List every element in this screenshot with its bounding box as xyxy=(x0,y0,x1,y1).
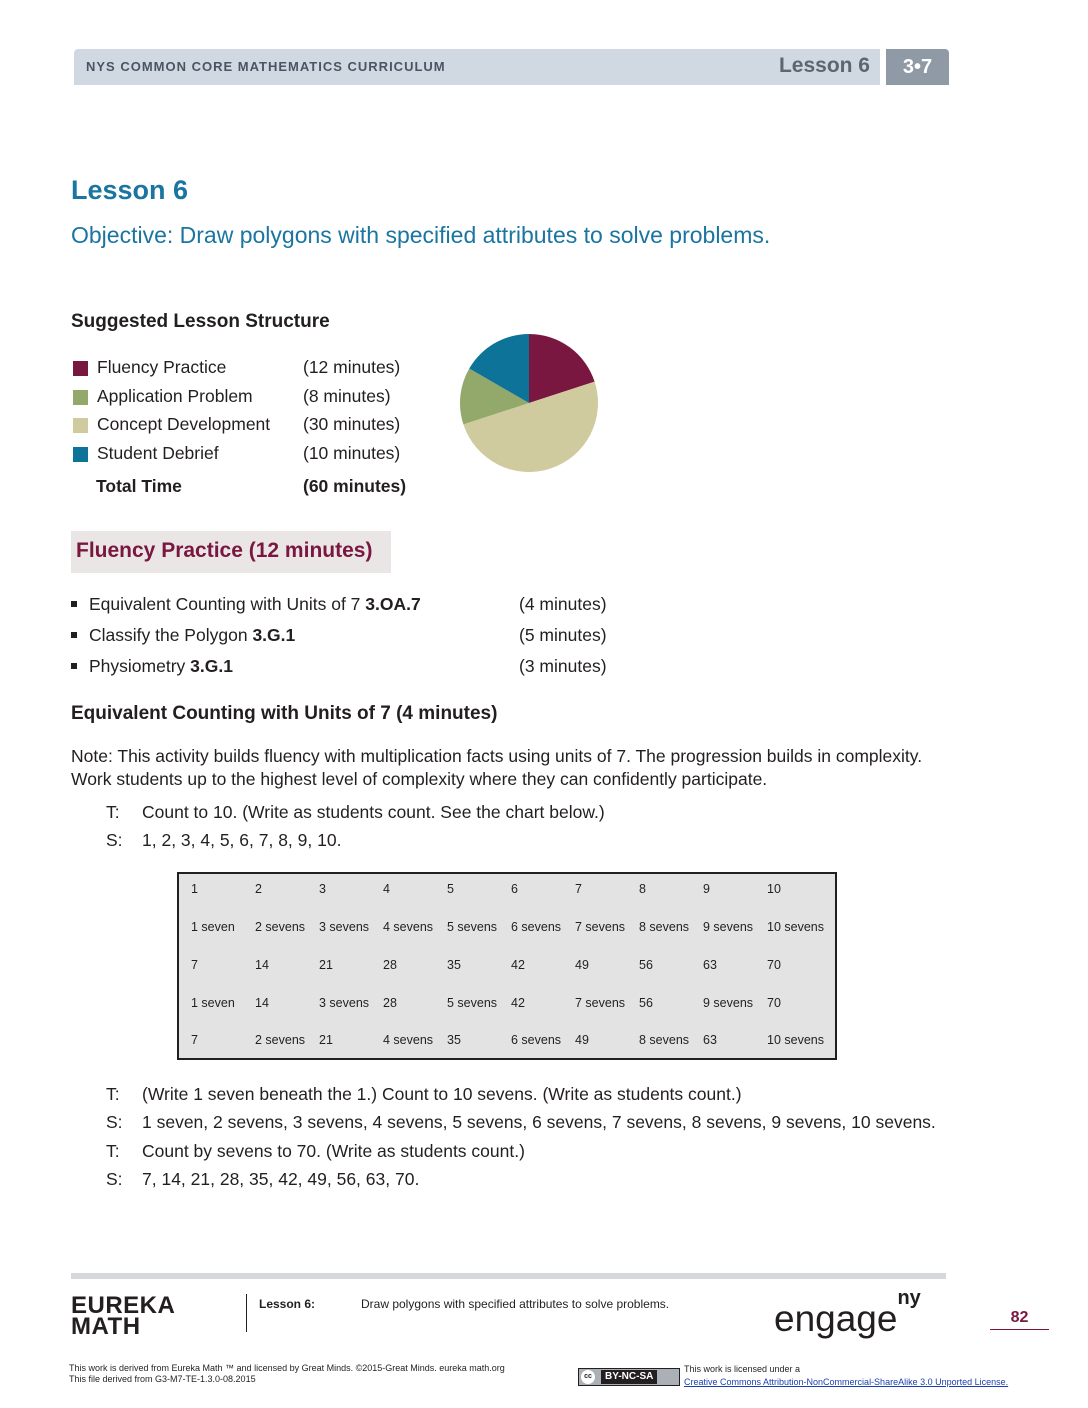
dialog-text: Count to 10. (Write as students count. See the chart below.) xyxy=(142,802,605,822)
license-intro: This work is licensed under a xyxy=(684,1364,801,1374)
dialog-speaker: T: xyxy=(106,1141,120,1161)
chart-cell: 1 xyxy=(191,882,198,896)
fluency-item xyxy=(71,593,631,624)
footer-lesson: Lesson 6: xyxy=(259,1297,316,1311)
header-bar xyxy=(74,49,880,85)
structure-item-minutes: (12 minutes) xyxy=(303,357,401,377)
chart-cell: 35 xyxy=(447,1033,461,1047)
structure-item xyxy=(73,412,433,441)
chart-cell: 21 xyxy=(319,958,333,972)
chart-cell: 6 xyxy=(511,882,518,896)
structure-item xyxy=(73,441,433,470)
chart-cell: 6 sevens xyxy=(511,920,562,934)
cc-license-badge[interactable] xyxy=(578,1368,680,1386)
cc-badge-text: BY-NC-SA xyxy=(601,1370,657,1384)
chart-cell: 8 xyxy=(639,882,646,896)
total-time-label: Total Time xyxy=(96,476,182,496)
footer-divider-bar xyxy=(71,1273,946,1279)
chart-cell: 14 xyxy=(255,958,269,972)
chart-cell: 1 seven xyxy=(191,920,235,934)
chart-cell: 2 sevens xyxy=(255,920,306,934)
fluency-item-standard: 3.G.1 xyxy=(190,656,233,676)
dialog-speaker: T: xyxy=(106,1084,120,1104)
lesson-structure-pie-chart xyxy=(459,333,599,473)
dialog-speaker: S: xyxy=(106,830,123,850)
fluency-list xyxy=(71,593,631,686)
fluency-item xyxy=(71,624,631,655)
file-notice: This file derived from G3-M7-TE-1.3.0-08.2015 xyxy=(69,1374,256,1384)
concept-color-square xyxy=(73,418,88,433)
fluency-item-standard: 3.OA.7 xyxy=(365,594,421,614)
fluency-item-standard: 3.G.1 xyxy=(252,625,296,645)
structure-item-minutes: (10 minutes) xyxy=(303,442,401,463)
structure-item-name: Fluency Practice xyxy=(97,357,227,377)
license-link[interactable]: Creative Commons Attribution-NonCommercial-ShareAlike 3.0 Unported License. xyxy=(684,1377,1009,1387)
derived-notice: This work is derived from Eureka Math ™ and licensed by Great Minds. ©2015-Great Minds. eureka math.org xyxy=(69,1363,505,1373)
counting-chart xyxy=(177,872,837,1060)
chart-cell: 5 sevens xyxy=(447,996,498,1010)
chart-cell: 14 xyxy=(255,996,269,1010)
structure-item-minutes: (30 minutes) xyxy=(303,414,401,434)
fluency-heading: Fluency Practice (12 minutes) xyxy=(76,539,373,562)
chart-cell: 4 xyxy=(383,882,390,896)
dialog-text: (Write 1 seven beneath the 1.) Count to 10 sevens. (Write as students count.) xyxy=(142,1084,742,1104)
dialog-text: 1 seven, 2 sevens, 3 sevens, 4 sevens, 5 sevens, 6 sevens, 7 sevens, 8 sevens, 9 sevens, 10 sevens. xyxy=(142,1112,936,1132)
chart-cell: 7 xyxy=(575,882,582,896)
engageny-logo xyxy=(774,1286,921,1340)
chart-cell: 9 sevens xyxy=(703,996,754,1010)
activity-note: Note: This activity builds fluency with multiplication facts using units of 7. The progression builds in complexity. Work students up to the highest level of complexity where they can confidently participate. xyxy=(71,746,923,789)
chart-cell: 9 sevens xyxy=(703,920,754,934)
footer-vertical-divider xyxy=(246,1294,247,1332)
chart-cell: 28 xyxy=(383,996,397,1010)
chart-cell: 28 xyxy=(383,958,397,972)
chart-cell: 2 sevens xyxy=(255,1033,306,1047)
application-color-square xyxy=(73,390,88,405)
dialog-text: Count by sevens to 70. (Write as students count.) xyxy=(142,1141,525,1161)
dialog-speaker: T: xyxy=(106,802,120,822)
objective: Objective: Draw polygons with specified attributes to solve problems. xyxy=(71,222,771,248)
structure-item-name: Student Debrief xyxy=(97,442,219,463)
chart-cell: 4 sevens xyxy=(383,920,434,934)
chart-cell: 7 sevens xyxy=(575,996,626,1010)
chart-cell: 49 xyxy=(575,1033,589,1047)
bullet-icon xyxy=(71,632,77,638)
structure-item xyxy=(73,384,433,413)
chart-cell: 56 xyxy=(639,958,653,972)
dialog-text: 7, 14, 21, 28, 35, 42, 49, 56, 63, 70. xyxy=(142,1169,420,1189)
fluency-item-minutes: (4 minutes) xyxy=(519,594,607,614)
chart-cell: 49 xyxy=(575,958,589,972)
chart-cell: 8 sevens xyxy=(639,1033,690,1047)
total-time-minutes: (60 minutes) xyxy=(303,476,407,496)
logo-line: MATH xyxy=(71,1313,141,1340)
chart-cell: 42 xyxy=(511,958,525,972)
chart-cell: 8 sevens xyxy=(639,920,690,934)
fluency-heading-box xyxy=(71,531,391,573)
dialog-text: 1, 2, 3, 4, 5, 6, 7, 8, 9, 10. xyxy=(142,830,342,850)
bullet-icon xyxy=(71,663,77,669)
chart-cell: 63 xyxy=(703,1033,717,1047)
footer-description: Draw polygons with specified attributes to solve problems. xyxy=(361,1297,670,1311)
structure-item-name: Application Problem xyxy=(97,385,253,406)
header-lesson: Lesson 6 xyxy=(778,54,870,77)
chart-cell: 3 sevens xyxy=(319,996,370,1010)
bullet-icon xyxy=(71,601,77,607)
engage-text: engage xyxy=(774,1298,898,1339)
dialog-speaker: S: xyxy=(106,1112,123,1132)
eureka-math-logo xyxy=(71,1292,176,1340)
fluency-item-name: Classify the Polygon xyxy=(89,625,248,645)
fluency-item-name: Equivalent Counting with Units of 7 xyxy=(89,594,361,614)
structure-list xyxy=(73,355,433,469)
chart-cell: 9 xyxy=(703,882,710,896)
grade-module-badge: 3•7 xyxy=(886,49,949,85)
chart-cell: 3 sevens xyxy=(319,920,370,934)
creative-commons-icon: cc xyxy=(581,1370,595,1384)
chart-cell: 10 sevens xyxy=(767,920,824,934)
chart-cell: 10 sevens xyxy=(767,1033,824,1047)
chart-cell: 1 seven xyxy=(191,996,235,1010)
fluency-color-square xyxy=(73,361,88,376)
chart-cell: 35 xyxy=(447,958,461,972)
chart-cell: 56 xyxy=(639,996,653,1010)
lesson-title: Lesson 6 xyxy=(71,175,189,205)
structure-title: Suggested Lesson Structure xyxy=(71,311,330,332)
structure-item xyxy=(73,355,433,384)
chart-cell: 7 xyxy=(191,958,198,972)
chart-cell: 21 xyxy=(319,1033,333,1047)
chart-cell: 70 xyxy=(767,996,781,1010)
logo-line: EUREKA xyxy=(71,1292,176,1319)
chart-cell: 3 xyxy=(319,882,326,896)
dialog-speaker: S: xyxy=(106,1169,123,1189)
fluency-item xyxy=(71,655,631,686)
chart-cell: 70 xyxy=(767,958,781,972)
chart-cell: 6 sevens xyxy=(511,1033,562,1047)
ny-text: ny xyxy=(897,1286,921,1309)
chart-cell: 7 sevens xyxy=(575,920,626,934)
chart-cell: 7 xyxy=(191,1033,198,1047)
chart-cell: 4 sevens xyxy=(383,1033,434,1047)
fluency-item-name: Physiometry xyxy=(89,656,186,676)
chart-cell: 42 xyxy=(511,996,525,1010)
chart-cell: 10 xyxy=(767,882,781,896)
chart-cell: 63 xyxy=(703,958,717,972)
debrief-color-square xyxy=(73,447,88,462)
activity-title: Equivalent Counting with Units of 7 (4 minutes) xyxy=(71,703,498,724)
structure-item-name: Concept Development xyxy=(97,414,271,434)
chart-cell: 5 xyxy=(447,882,454,896)
chart-cell: 2 xyxy=(255,882,262,896)
page-number: 82 xyxy=(990,1309,1049,1330)
curriculum-title: NYS COMMON CORE MATHEMATICS CURRICULUM xyxy=(86,59,446,74)
fluency-item-minutes: (3 minutes) xyxy=(519,656,607,676)
structure-item-minutes: (8 minutes) xyxy=(303,385,391,406)
chart-cell: 5 sevens xyxy=(447,920,498,934)
fluency-item-minutes: (5 minutes) xyxy=(519,625,607,645)
